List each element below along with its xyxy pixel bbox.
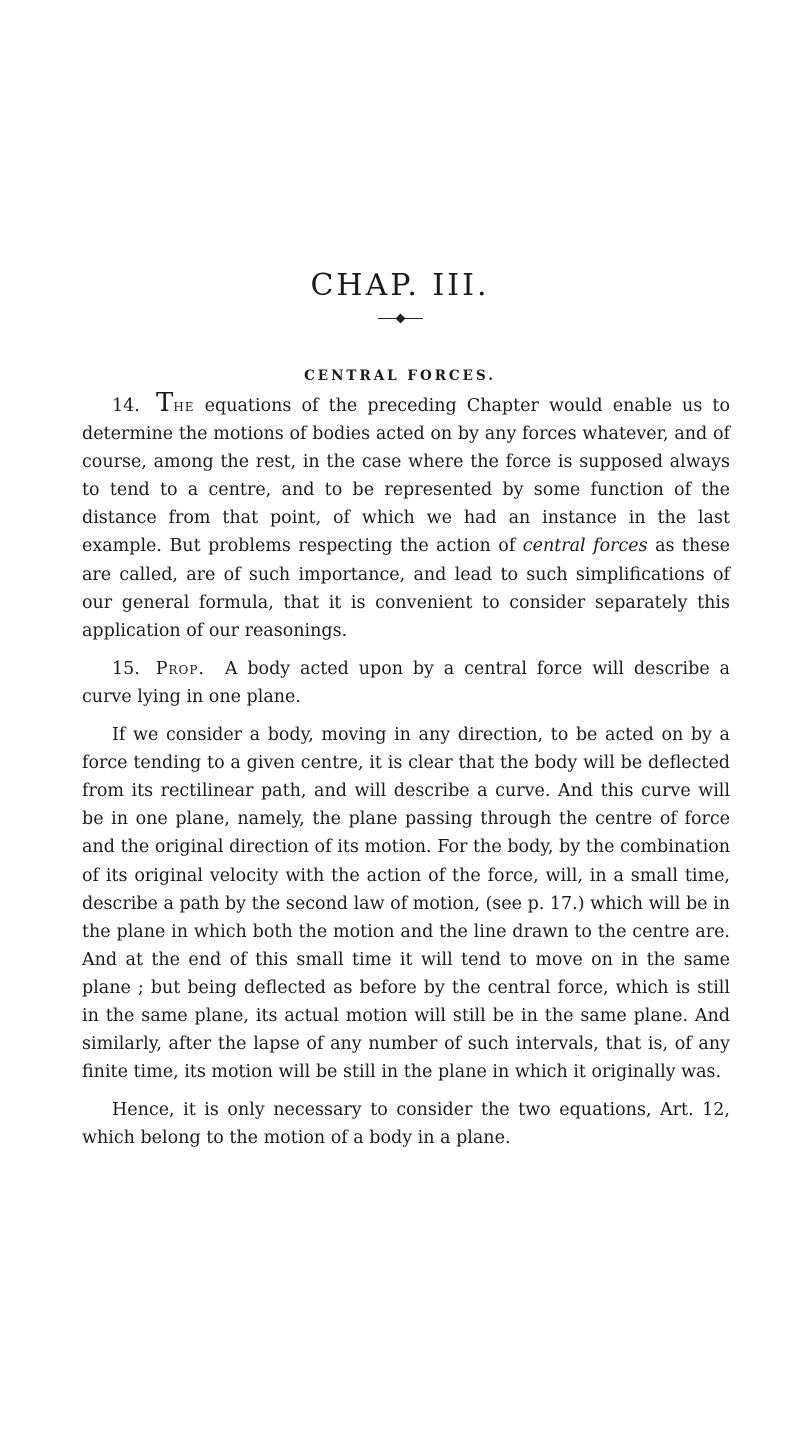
section-heading: CENTRAL FORCES. bbox=[304, 368, 496, 384]
article-number: 14. bbox=[112, 396, 140, 416]
first-word-rest: he bbox=[173, 396, 195, 416]
italic-term: central forces bbox=[522, 536, 648, 557]
article-15-paragraph bbox=[82, 655, 730, 711]
article-14-text-a: equations of the preceding Chapter would enable us to determine the motions of bodies acted on by any forces whatever, and of course, among the rest, in the case where the force is supposed always to tend to a centre, and to be represented by some function of the distance from that point, of which we had an instance in the last example. But problems respecting the action of bbox=[82, 396, 730, 557]
article-14-text-b: as these are called, are of such importance, and lead to such simplifications of our general formula, that it is convenient to consider separately this application of our reasonings. bbox=[82, 536, 730, 641]
proposition-label: Prop. bbox=[155, 658, 205, 679]
body-text bbox=[82, 388, 730, 1162]
proposition-text: A body acted upon by a central force will describe a curve lying in one plane. bbox=[82, 658, 730, 707]
ornament-divider bbox=[0, 310, 800, 326]
drop-initial: T bbox=[155, 388, 174, 418]
conclusion-paragraph: Hence, it is only necessary to consider the two equations, Art. 12, which belong to the motion of a body in a plane. bbox=[82, 1100, 730, 1149]
chapter-title: CHAP. III. bbox=[310, 268, 490, 303]
article-14-paragraph bbox=[82, 388, 730, 645]
explanation-paragraph: If we consider a body, moving in any direction, to be acted on by a force tending to a given centre, it is clear that the body will be deflected from its rectilinear path, and will describe a curve. And this curve will be in one plane, namely, the plane passing through the centre of force and the original direction of its motion. For the body, by the combination of its original velocity with the action of the force, will, in a small time, describe a path by the second law of motion, (see p. 17.) which will be in the plane in which both the motion and the line drawn to the centre are. And at the end of this small time it will tend to move on in the same plane ; but being deflected as before by the central force, which is still in the same plane, its actual motion will still be in the same plane. And similarly, after the lapse of any number of such intervals, that is, of any finite time, its motion will be still in the plane in which it originally was. bbox=[82, 725, 730, 1083]
article-number: 15. bbox=[112, 658, 140, 679]
